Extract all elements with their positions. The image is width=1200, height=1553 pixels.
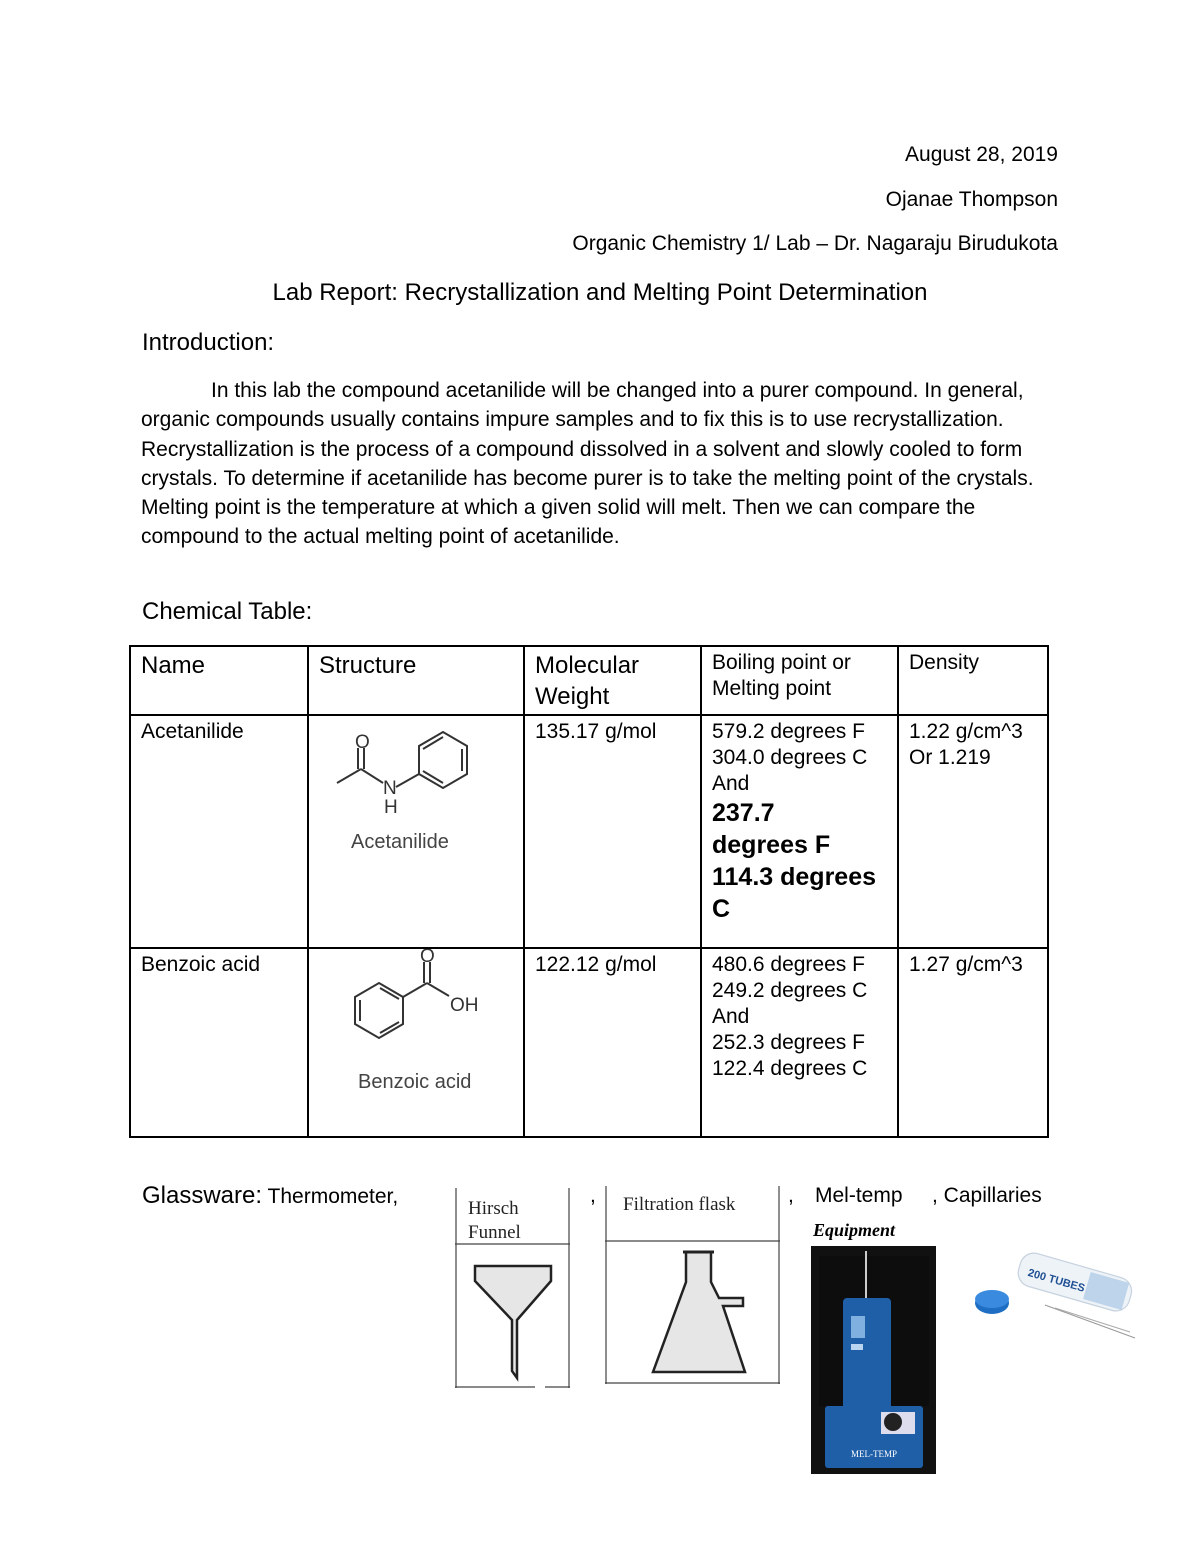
introduction-text: In this lab the compound acetanilide will be changed into a purer compound. In general, organic compounds usually contains impure samples and to fix this is to use recrystallization. Recrystallization is the process of a compound dissolved in a solvent and slowly cooled to form crystals. To determine if acetanilide has become purer is to take the melting point of the crystals. Melting point is the temperature at which a given solid will melt. Then we can compare the compound to the actual melting point of acetanilide.	[141, 379, 1034, 549]
structure-caption: Acetanilide	[351, 831, 449, 853]
cell-structure	[308, 948, 524, 1137]
table-row	[130, 715, 1048, 948]
separator-comma: ,	[788, 1184, 794, 1207]
meltemp-photo	[811, 1246, 936, 1474]
column-header-name: Name	[130, 646, 308, 715]
and-text: And	[712, 1005, 750, 1028]
introduction-heading: Introduction:	[142, 329, 275, 356]
atom-h-label: H	[384, 797, 398, 818]
melting-point-unit-f: degrees F	[712, 831, 831, 859]
table-row	[130, 948, 1048, 1137]
melting-point-c: 122.4 degrees C	[712, 1057, 868, 1080]
flask-icon	[653, 1252, 745, 1372]
separator-comma: ,	[590, 1184, 596, 1207]
atom-oh-label: OH	[450, 995, 479, 1016]
cell-density	[898, 715, 1048, 948]
meltemp-text: Mel-temp	[815, 1184, 903, 1207]
melting-point-value-f: 237.7	[712, 799, 775, 827]
hirsch-label-line2: Funnel	[468, 1222, 521, 1243]
cell-density	[898, 948, 1048, 1137]
benzoic-acid-structure-image	[309, 949, 525, 1131]
column-header-boiling-melting: Boiling point or Melting point	[701, 646, 898, 715]
boiling-point-c: 304.0 degrees C	[712, 746, 868, 769]
introduction-paragraph	[141, 376, 1046, 552]
capillaries-photo	[970, 1250, 1140, 1345]
cell-molecular-weight: 122.12 g/mol	[524, 948, 701, 1137]
chemical-table-heading: Chemical Table:	[142, 598, 313, 625]
cell-structure	[308, 715, 524, 948]
glassware-thermometer: Thermometer,	[267, 1185, 399, 1208]
chemical-table	[129, 645, 1049, 1138]
glassware-line	[142, 1182, 398, 1210]
atom-o-label: O	[420, 949, 435, 967]
melting-point-f: 252.3 degrees F	[712, 1031, 865, 1054]
density-value: 1.22 g/cm^3	[909, 720, 1023, 743]
density-alt-value: Or 1.219	[909, 746, 991, 769]
meltemp-device-label: MEL-TEMP	[851, 1449, 897, 1459]
cell-name: Benzoic acid	[130, 948, 308, 1137]
capillaries-text: , Capillaries	[932, 1184, 1042, 1207]
cell-boiling-melting	[701, 715, 898, 948]
capillary-tube-label: 200 TUBES	[1026, 1267, 1087, 1295]
acetanilide-structure-image	[309, 716, 525, 942]
cell-molecular-weight: 135.17 g/mol	[524, 715, 701, 948]
column-header-structure: Structure	[308, 646, 524, 715]
hirsch-funnel-image	[455, 1188, 570, 1388]
density-value: 1.27 g/cm^3	[909, 953, 1023, 976]
glassware-label: Glassware:	[142, 1182, 263, 1209]
equipment-label: Equipment	[813, 1220, 896, 1240]
boiling-point-f: 480.6 degrees F	[712, 953, 865, 976]
report-author: Ojanae Thompson	[885, 188, 1058, 211]
table-header-row	[130, 646, 1048, 715]
boiling-point-f: 579.2 degrees F	[712, 720, 865, 743]
device-body	[843, 1298, 891, 1416]
hirsch-label-line1: Hirsch	[468, 1198, 519, 1219]
column-header-molecular-weight: Molecular Weight	[524, 646, 701, 715]
funnel-icon	[475, 1266, 551, 1378]
atom-o-label: O	[355, 732, 370, 753]
atom-n-label: N	[383, 778, 397, 799]
melting-point-value-c: 114.3 degrees	[712, 863, 877, 891]
melting-point-unit-c: C	[712, 895, 731, 923]
structure-caption: Benzoic acid	[358, 1071, 472, 1093]
boiling-point-c: 249.2 degrees C	[712, 979, 868, 1002]
report-course: Organic Chemistry 1/ Lab – Dr. Nagaraju Birudukota	[572, 232, 1058, 255]
filtration-flask-image	[605, 1186, 780, 1386]
and-text: And	[712, 772, 750, 795]
cell-name: Acetanilide	[130, 715, 308, 948]
column-header-density: Density	[898, 646, 1048, 715]
report-date: August 28, 2019	[905, 143, 1058, 166]
cell-boiling-melting	[701, 948, 898, 1137]
report-title: Lab Report: Recrystallization and Melting Point Determination	[272, 279, 928, 306]
flask-label: Filtration flask	[623, 1194, 736, 1215]
